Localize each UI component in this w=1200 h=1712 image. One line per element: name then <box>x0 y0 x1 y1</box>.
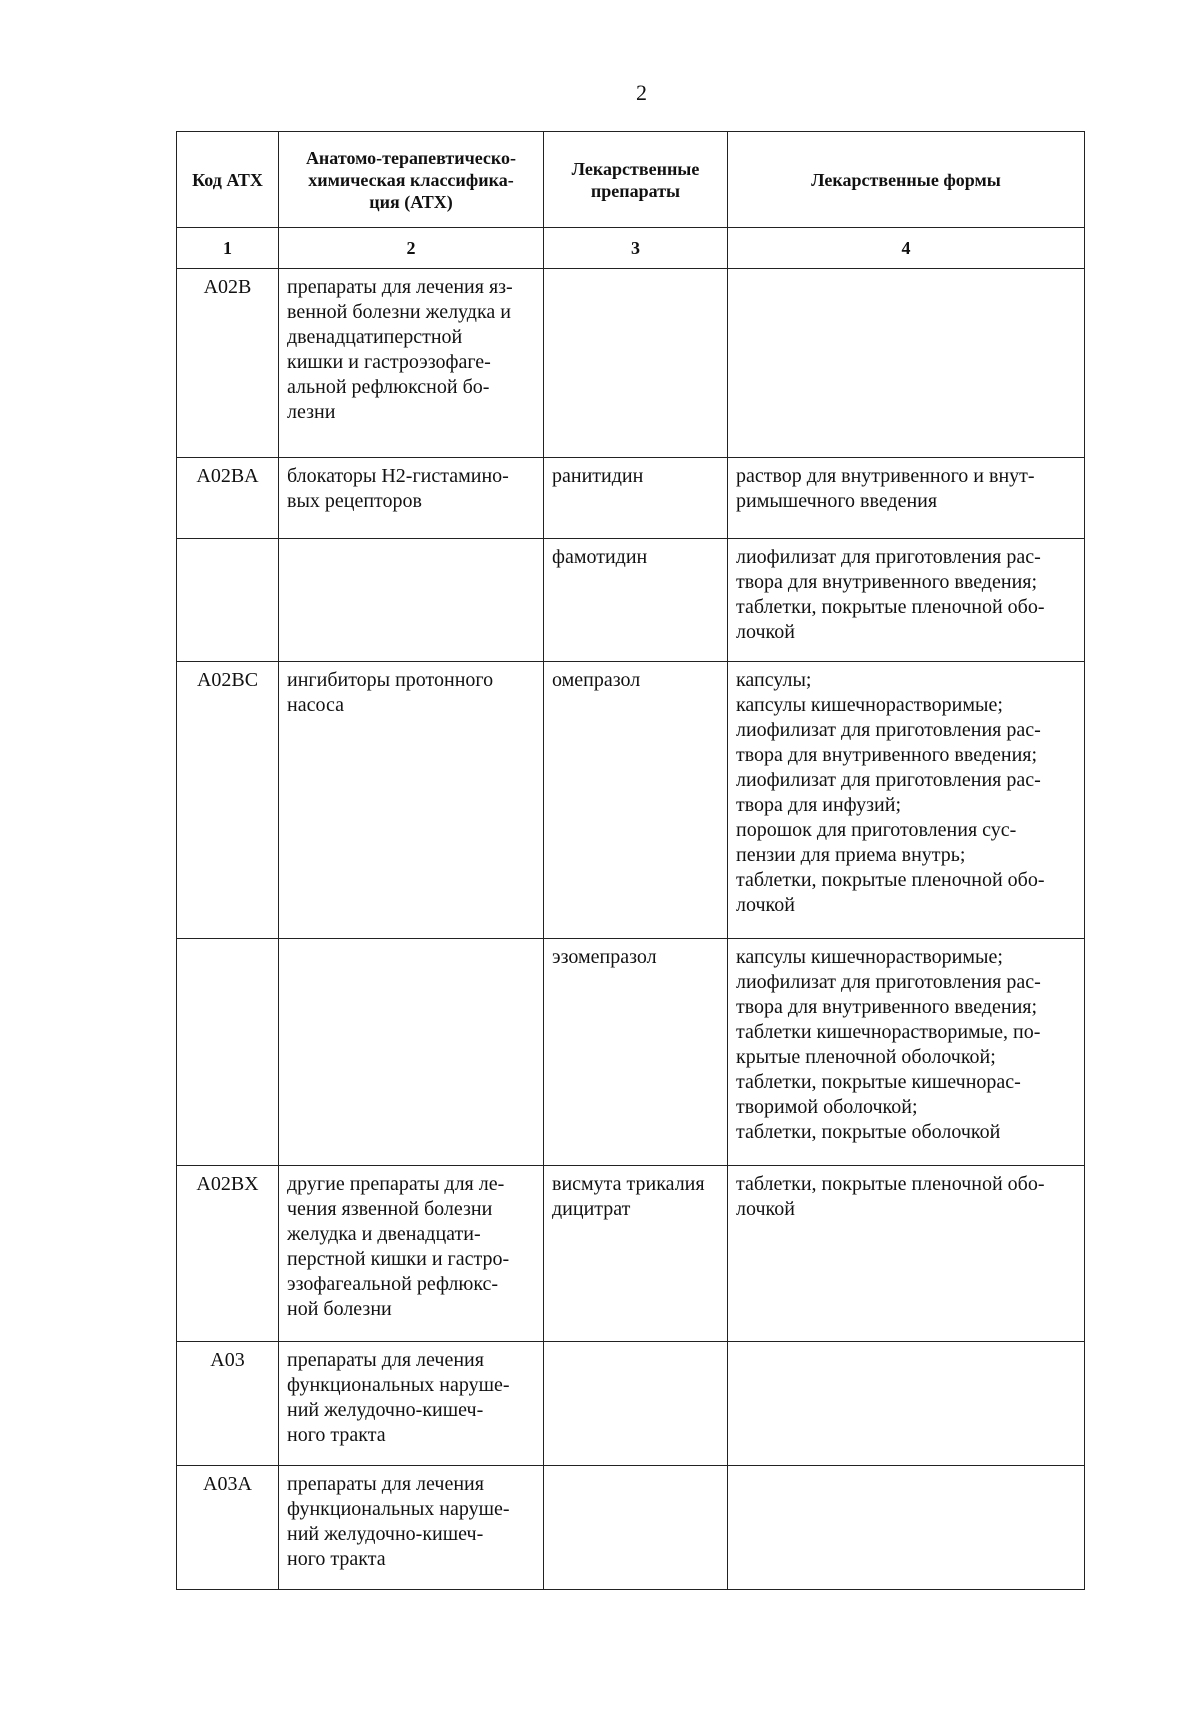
header-atx-code <box>177 132 279 228</box>
column-number: 1 <box>177 228 279 269</box>
header-line: химическая классифика- <box>308 169 514 190</box>
cell-text-line: раствор для внутривенного и внут- <box>736 465 1035 487</box>
cell-text-line: пензии для приема внутрь; <box>736 844 966 866</box>
atx-code-cell <box>177 539 279 662</box>
header-line: Лекарственные <box>571 158 700 179</box>
cell-text-line: ного тракта <box>287 1548 386 1570</box>
classification-cell <box>279 1342 544 1466</box>
cell-text-line: римышечного введения <box>736 490 938 512</box>
header-drugs <box>544 132 728 228</box>
dosage-forms-cell <box>728 539 1085 662</box>
cell-text-line: творимой оболочкой; <box>736 1096 918 1118</box>
cell-text-line: крытые пленочной оболочкой; <box>736 1046 996 1068</box>
cell-text-line: таблетки, покрытые оболочкой <box>736 1121 1001 1143</box>
dosage-forms-cell <box>728 458 1085 539</box>
cell-text-line: омепразол <box>552 669 641 691</box>
table-row <box>177 539 1085 662</box>
cell-text-line: ранитидин <box>552 465 644 487</box>
header-line: препараты <box>590 180 681 201</box>
cell-text-line: лезни <box>287 401 336 423</box>
cell-text-line: фамотидин <box>552 546 648 568</box>
cell-text-line: лиофилизат для приготовления рас- <box>736 769 1041 791</box>
header-line: ция (АТХ) <box>369 191 453 212</box>
classification-cell <box>279 1166 544 1342</box>
atx-code-cell <box>177 939 279 1166</box>
drug-cell <box>544 458 728 539</box>
atx-code-cell: A02BX <box>177 1166 279 1342</box>
cell-text-line: чения язвенной болезни <box>287 1198 493 1220</box>
atx-table <box>176 131 1085 1590</box>
cell-text-line: вых рецепторов <box>287 490 422 512</box>
header-dosage-forms <box>728 132 1085 228</box>
cell-text-line: эзомепразол <box>552 946 657 968</box>
cell-text-line: капсулы кишечнорастворимые; <box>736 946 1003 968</box>
cell-text-line: лочкой <box>736 621 795 643</box>
cell-text-line: кишки и гастроэзофаге- <box>287 351 491 373</box>
table-header-row <box>177 132 1085 228</box>
cell-text-line: лиофилизат для приготовления рас- <box>736 546 1041 568</box>
cell-text-line: твора для внутривенного введения; <box>736 571 1038 593</box>
drug-cell <box>544 1466 728 1590</box>
drug-cell <box>544 1342 728 1466</box>
drug-cell <box>544 269 728 458</box>
cell-text-line: препараты для лечения яз- <box>287 276 513 298</box>
cell-text-line: лиофилизат для приготовления рас- <box>736 971 1041 993</box>
cell-text-line: лочкой <box>736 894 795 916</box>
drug-cell <box>544 539 728 662</box>
cell-text-line: лочкой <box>736 1198 795 1220</box>
cell-text-line: ний желудочно-кишеч- <box>287 1399 484 1421</box>
dosage-forms-cell <box>728 662 1085 939</box>
table-row <box>177 458 1085 539</box>
classification-cell <box>279 662 544 939</box>
classification-cell <box>279 269 544 458</box>
table-body <box>177 269 1085 1590</box>
header-line: Лекарственные формы <box>811 169 1001 190</box>
dosage-forms-cell <box>728 939 1085 1166</box>
dosage-forms-cell <box>728 1342 1085 1466</box>
cell-text-line: альной рефлюксной бо- <box>287 376 490 398</box>
cell-text-line: твора для внутривенного введения; <box>736 996 1038 1018</box>
cell-text-line: венной болезни желудка и <box>287 301 511 323</box>
cell-text-line: препараты для лечения <box>287 1473 484 1495</box>
cell-text-line: ного тракта <box>287 1424 386 1446</box>
cell-text-line: таблетки, покрытые пленочной обо- <box>736 869 1045 891</box>
drug-cell <box>544 1166 728 1342</box>
cell-text-line: капсулы кишечнорастворимые; <box>736 694 1003 716</box>
cell-text-line: твора для инфузий; <box>736 794 902 816</box>
cell-text-line: насоса <box>287 694 344 716</box>
table-row <box>177 269 1085 458</box>
cell-text-line: дицитрат <box>552 1198 631 1220</box>
table-row <box>177 662 1085 939</box>
dosage-forms-cell <box>728 1466 1085 1590</box>
atx-code-cell: A02BA <box>177 458 279 539</box>
drug-cell <box>544 662 728 939</box>
dosage-forms-cell <box>728 269 1085 458</box>
header-atx-classification <box>279 132 544 228</box>
cell-text-line: блокаторы Н2-гистамино- <box>287 465 509 487</box>
cell-text-line: порошок для приготовления сус- <box>736 819 1017 841</box>
cell-text-line: функциональных наруше- <box>287 1374 510 1396</box>
column-number: 3 <box>544 228 728 269</box>
column-number-row <box>177 228 1085 269</box>
cell-text-line: перстной кишки и гастро- <box>287 1248 510 1270</box>
cell-text-line: функциональных наруше- <box>287 1498 510 1520</box>
cell-text-line: ингибиторы протонного <box>287 669 494 691</box>
header-line: Код АТХ <box>192 169 263 190</box>
table-row <box>177 1466 1085 1590</box>
column-number: 2 <box>279 228 544 269</box>
cell-text-line: препараты для лечения <box>287 1349 484 1371</box>
cell-text-line: другие препараты для ле- <box>287 1173 505 1195</box>
header-line: Анатомо-терапевтическо- <box>305 147 517 168</box>
atx-code-cell: A02BC <box>177 662 279 939</box>
cell-text-line: таблетки, покрытые пленочной обо- <box>736 1173 1045 1195</box>
cell-text-line: таблетки кишечнорастворимые, по- <box>736 1021 1041 1043</box>
cell-text-line: таблетки, покрытые пленочной обо- <box>736 596 1045 618</box>
page-number: 2 <box>636 80 647 105</box>
dosage-forms-cell <box>728 1166 1085 1342</box>
classification-cell <box>279 539 544 662</box>
classification-cell <box>279 1466 544 1590</box>
classification-cell <box>279 458 544 539</box>
cell-text-line: ний желудочно-кишеч- <box>287 1523 484 1545</box>
column-number: 4 <box>728 228 1085 269</box>
cell-text-line: твора для внутривенного введения; <box>736 744 1038 766</box>
drug-cell <box>544 939 728 1166</box>
atx-code-cell: A03A <box>177 1466 279 1590</box>
cell-text-line: желудка и двенадцати- <box>287 1223 481 1245</box>
cell-text-line: лиофилизат для приготовления рас- <box>736 719 1041 741</box>
table-row <box>177 1166 1085 1342</box>
atx-code-cell: A03 <box>177 1342 279 1466</box>
cell-text-line: таблетки, покрытые кишечнорас- <box>736 1071 1021 1093</box>
cell-text-line: капсулы; <box>736 669 812 691</box>
cell-text-line: ной болезни <box>287 1298 392 1320</box>
table-row <box>177 939 1085 1166</box>
atx-code-cell: A02B <box>177 269 279 458</box>
table-row <box>177 1342 1085 1466</box>
cell-text-line: висмута трикалия <box>552 1173 705 1195</box>
cell-text-line: двенадцатиперстной <box>287 326 463 348</box>
cell-text-line: эзофагеальной рефлюкс- <box>287 1273 499 1295</box>
classification-cell <box>279 939 544 1166</box>
